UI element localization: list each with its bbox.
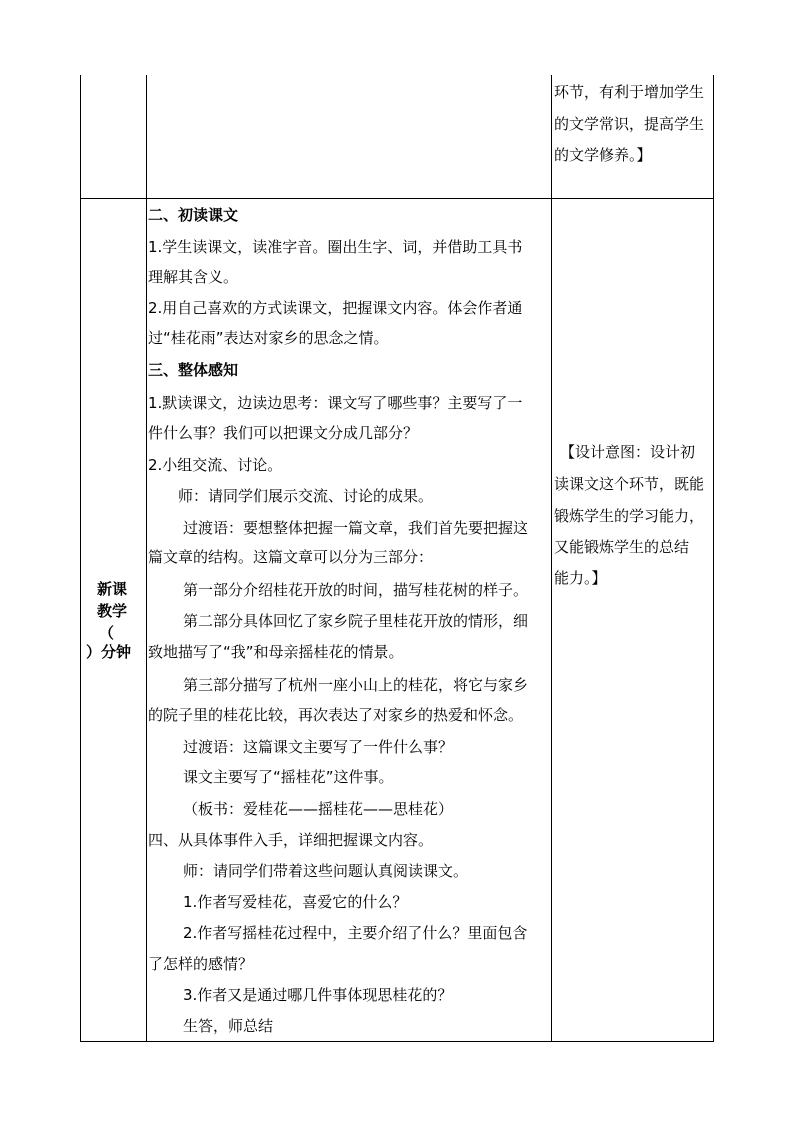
content-line: 致地描写了“我”和母亲摇桂花的情景。 [148,643,404,661]
table-border-left [80,75,81,1042]
note-line: 的文学修养。】 [554,146,652,164]
content-line: 件什么事？我们可以把课文分成几部分？ [148,424,419,442]
row-divider [80,198,714,199]
content-line: 1.学生读课文，读准字音。圈出生字、词，并借助工具书 [148,238,523,256]
note-line: 又能锻炼学生的总结 [554,538,690,556]
content-line: 了怎样的感情？ [148,955,254,973]
section-heading: 三、整体感知 [148,361,239,379]
content-line: 过渡语：要想整体把握一篇文章，我们首先要把握这 [183,519,529,537]
note-line: 【设计意图：设计初 [560,443,696,461]
content-line: 过“桂花雨”表达对家乡的思念之情。 [148,329,389,347]
content-line: 师：请同学们带着这些问题认真阅读课文。 [183,862,469,880]
label-line: 新课 [97,580,128,598]
content-line: 3.作者又是通过哪几件事体现思桂花的？ [183,986,453,1004]
content-line: 第一部分介绍桂花开放的时间，描写桂花树的样子。 [183,581,529,599]
section-heading: 二、初读课文 [148,206,239,224]
content-line: 的院子里的桂花比较，再次表达了对家乡的热爱和怀念。 [148,706,524,724]
label-line: 教学 [97,602,128,620]
content-line: 第二部分具体回忆了家乡院子里桂花开放的情形，细 [183,612,529,630]
content-line: 篇文章的结构。这篇文章可以分为三部分： [148,548,434,566]
content-line: 生答，师总结 [183,1017,274,1035]
content-line: 四、从具体事件入手，详细把握课文内容。 [148,831,434,849]
content-line: 1.作者写爱桂花，喜爱它的什么？ [183,893,408,911]
label-line: （ [99,624,115,642]
content-line: 2.作者写摇桂花过程中，主要介绍了什么？里面包含 [183,924,528,942]
content-line: 过渡语：这篇课文主要写了一件什么事？ [183,738,454,756]
table-border-bottom [80,1041,714,1042]
content-line: （板书：爱桂花——摇桂花——思桂花） [183,800,454,818]
content-line: 1.默读课文，边读边思考：课文写了哪些事？主要写了一 [148,394,523,412]
content-line: 课文主要写了“摇桂花”这件事。 [183,768,394,786]
note-line: 的文学常识，提高学生 [554,115,705,133]
column-divider-note [551,75,552,1042]
content-line: 师：请同学们展示交流、讨论的成果。 [178,487,434,505]
note-line: 能力。】 [554,569,607,587]
content-line: 2.小组交流、讨论。 [148,456,283,474]
content-line: 第三部分描写了杭州一座小山上的桂花，将它与家乡 [183,676,529,694]
label-line: ）分钟 [86,643,132,661]
table-border-right [713,75,714,1042]
column-divider-label [146,75,147,1042]
note-line: 环节，有利于增加学生 [554,83,705,101]
note-line: 读课文这个环节，既能 [554,475,705,493]
note-line: 锻炼学生的学习能力， [554,507,705,525]
content-line: 2.用自己喜欢的方式读课文，把握课文内容。体会作者通 [148,299,523,317]
content-line: 理解其含义。 [148,268,239,286]
